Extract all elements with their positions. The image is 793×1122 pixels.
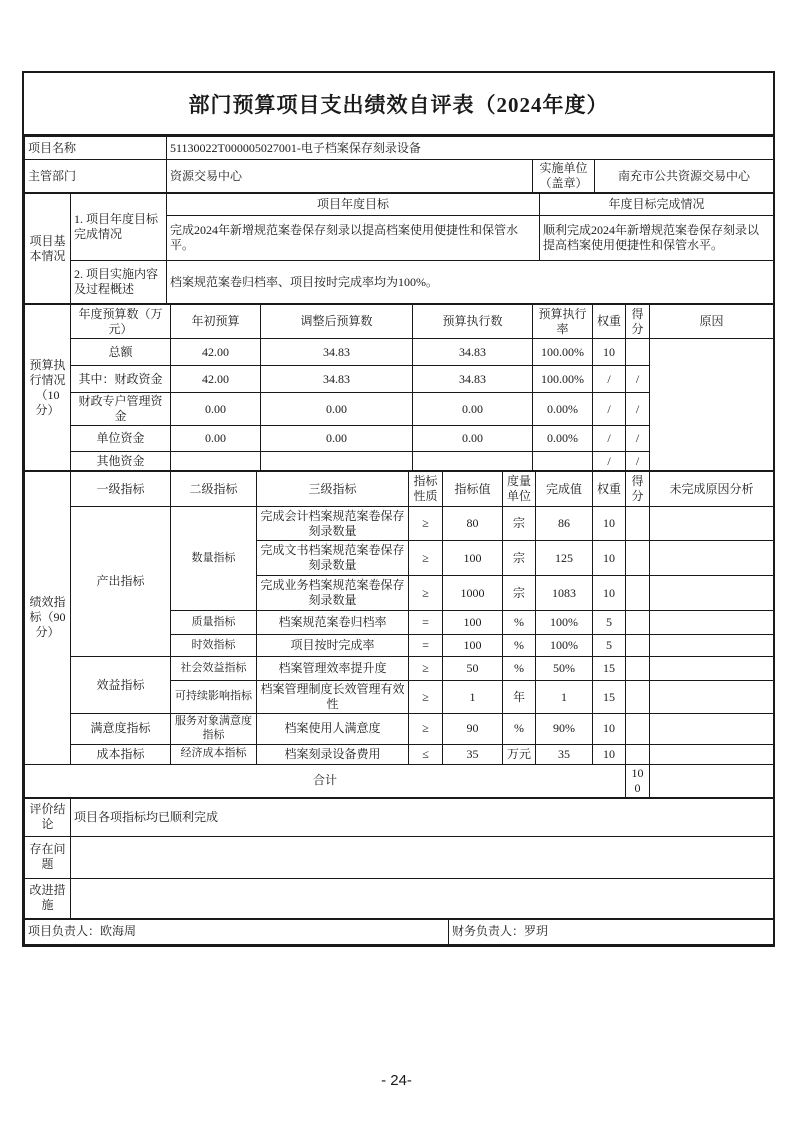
budget-cell: 0.00 bbox=[171, 393, 261, 426]
ind-target: 100 bbox=[443, 611, 503, 635]
budget-cell bbox=[171, 452, 261, 471]
budget-cell: 100.00% bbox=[533, 366, 593, 393]
budget-cell: 42.00 bbox=[171, 339, 261, 366]
footer-section bbox=[24, 798, 774, 919]
ind-actual: 1 bbox=[536, 681, 593, 714]
budget-cell: 0.00 bbox=[171, 426, 261, 452]
ind-unit: % bbox=[503, 657, 536, 681]
ind-unit: 年 bbox=[503, 681, 536, 714]
budget-header-weight: 权重 bbox=[593, 305, 626, 339]
indicator-row bbox=[25, 507, 774, 541]
budget-row-label: 财政专户管理资金 bbox=[71, 393, 171, 426]
indicators-section-label: 绩效指标（90分） bbox=[25, 472, 71, 765]
goal-done-text: 顺利完成2024年新增规范案卷保存刻录以提高档案使用便捷性和保管水平。 bbox=[540, 216, 774, 261]
budget-row-label: 单位资金 bbox=[71, 426, 171, 452]
ind-l1: 成本指标 bbox=[71, 744, 171, 764]
ind-actual: 50% bbox=[536, 657, 593, 681]
ind-nature: = bbox=[409, 635, 443, 657]
ind-l2: 可持续影响指标 bbox=[171, 681, 257, 714]
ind-l2: 社会效益指标 bbox=[171, 657, 257, 681]
ind-weight: 15 bbox=[593, 657, 626, 681]
budget-cell: 0.00 bbox=[261, 393, 413, 426]
total-label: 合计 bbox=[25, 764, 626, 797]
ind-score bbox=[626, 611, 650, 635]
budget-cell: 0.00 bbox=[413, 426, 533, 452]
project-manager-cell bbox=[25, 919, 449, 944]
improvements-row bbox=[25, 878, 774, 918]
budget-header-adjusted: 调整后预算数 bbox=[261, 305, 413, 339]
ind-l2: 质量指标 bbox=[171, 611, 257, 635]
ind-unit: 宗 bbox=[503, 507, 536, 541]
ind-header-weight: 权重 bbox=[593, 472, 626, 507]
budget-cell: / bbox=[593, 452, 626, 471]
ind-unit: % bbox=[503, 611, 536, 635]
budget-cell bbox=[626, 339, 650, 366]
ind-reason bbox=[650, 507, 774, 541]
goal-text: 完成2024年新增规范案卷保存刻录以提高档案使用便捷性和保管水平。 bbox=[167, 216, 540, 261]
project-name-label: 项目名称 bbox=[25, 137, 167, 160]
goal-header: 项目年度目标 bbox=[167, 194, 540, 216]
ind-l2: 时效指标 bbox=[171, 635, 257, 657]
indicator-row bbox=[25, 657, 774, 681]
implementation-text: 档案规范案卷归档率、项目按时完成率均为100%。 bbox=[167, 261, 774, 304]
ind-target: 35 bbox=[443, 744, 503, 764]
conclusion-label: 评价结论 bbox=[25, 798, 71, 836]
ind-l1: 效益指标 bbox=[71, 657, 171, 714]
problems-row bbox=[25, 836, 774, 878]
ind-target: 80 bbox=[443, 507, 503, 541]
ind-actual: 35 bbox=[536, 744, 593, 764]
ind-target: 1 bbox=[443, 681, 503, 714]
ind-actual: 125 bbox=[536, 541, 593, 576]
budget-header-score: 得分 bbox=[626, 305, 650, 339]
budget-row-label: 总额 bbox=[71, 339, 171, 366]
budget-cell: / bbox=[626, 426, 650, 452]
budget-cell: / bbox=[626, 452, 650, 471]
ind-nature: ≥ bbox=[409, 541, 443, 576]
budget-row-label: 其他资金 bbox=[71, 452, 171, 471]
ind-weight: 10 bbox=[593, 541, 626, 576]
budget-header-reason: 原因 bbox=[650, 305, 774, 339]
page-number: - 24- bbox=[381, 1072, 412, 1089]
ind-target: 100 bbox=[443, 541, 503, 576]
budget-cell: / bbox=[593, 366, 626, 393]
ind-nature: ≥ bbox=[409, 657, 443, 681]
budget-cell: 34.83 bbox=[261, 339, 413, 366]
evaluation-table bbox=[22, 71, 775, 947]
ind-header-score: 得分 bbox=[626, 472, 650, 507]
project-manager-label: 项目负责人： bbox=[28, 924, 101, 938]
ind-reason bbox=[650, 714, 774, 745]
indicator-row bbox=[25, 744, 774, 764]
project-name-value: 51130022T000005027001-电子档案保存刻录设备 bbox=[167, 137, 774, 160]
ind-header-unit: 度量单位 bbox=[503, 472, 536, 507]
ind-actual: 90% bbox=[536, 714, 593, 745]
ind-l2: 数量指标 bbox=[171, 507, 257, 611]
budget-header-executed: 预算执行数 bbox=[413, 305, 533, 339]
budget-cell: 100.00% bbox=[533, 339, 593, 366]
ind-nature: ≥ bbox=[409, 681, 443, 714]
ind-unit: 宗 bbox=[503, 541, 536, 576]
dept-value: 资源交易中心 bbox=[167, 160, 533, 193]
budget-cell: 42.00 bbox=[171, 366, 261, 393]
page-title: 部门预算项目支出绩效自评表（2024年度） bbox=[24, 73, 773, 136]
ind-reason bbox=[650, 541, 774, 576]
problems-label: 存在问题 bbox=[25, 836, 71, 878]
ind-nature: = bbox=[409, 611, 443, 635]
budget-header-rate: 预算执行率 bbox=[533, 305, 593, 339]
ind-nature: ≥ bbox=[409, 714, 443, 745]
indicator-total-row bbox=[25, 764, 774, 797]
budget-cell: 34.83 bbox=[413, 366, 533, 393]
indicator-header-row bbox=[25, 472, 774, 507]
finance-manager-name: 罗玥 bbox=[524, 924, 549, 938]
budget-cell: 10 bbox=[593, 339, 626, 366]
ind-unit: 宗 bbox=[503, 576, 536, 611]
ind-name: 完成文书档案规范案卷保存刻录数量 bbox=[257, 541, 409, 576]
conclusion-row bbox=[25, 798, 774, 836]
ind-score bbox=[626, 744, 650, 764]
budget-cell bbox=[533, 452, 593, 471]
budget-cell: 0.00 bbox=[413, 393, 533, 426]
project-manager-name: 欧海周 bbox=[100, 924, 137, 938]
ind-header-l3: 三级指标 bbox=[257, 472, 409, 507]
ind-l2: 服务对象满意度指标 bbox=[171, 714, 257, 745]
ind-score bbox=[626, 714, 650, 745]
ind-l1: 满意度指标 bbox=[71, 714, 171, 745]
ind-reason bbox=[650, 635, 774, 657]
ind-name: 档案规范案卷归档率 bbox=[257, 611, 409, 635]
ind-name: 档案使用人满意度 bbox=[257, 714, 409, 745]
budget-cell: 0.00% bbox=[533, 393, 593, 426]
ind-actual: 86 bbox=[536, 507, 593, 541]
ind-reason bbox=[650, 744, 774, 764]
budget-cell bbox=[261, 452, 413, 471]
basic-section-label: 项目基本情况 bbox=[25, 194, 71, 304]
impl-unit-value: 南充市公共资源交易中心 bbox=[595, 160, 774, 193]
budget-cell: / bbox=[626, 366, 650, 393]
ind-header-reason: 未完成原因分析 bbox=[650, 472, 774, 507]
ind-score bbox=[626, 657, 650, 681]
problems-text bbox=[71, 836, 774, 878]
signature-row bbox=[25, 919, 774, 944]
ind-weight: 15 bbox=[593, 681, 626, 714]
ind-weight: 5 bbox=[593, 611, 626, 635]
ind-name: 档案管理效率提升度 bbox=[257, 657, 409, 681]
ind-score bbox=[626, 541, 650, 576]
table-row bbox=[25, 261, 774, 304]
ind-name: 项目按时完成率 bbox=[257, 635, 409, 657]
ind-unit: 万元 bbox=[503, 744, 536, 764]
ind-header-actual: 完成值 bbox=[536, 472, 593, 507]
ind-nature: ≤ bbox=[409, 744, 443, 764]
ind-target: 100 bbox=[443, 635, 503, 657]
improvements-label: 改进措施 bbox=[25, 878, 71, 918]
budget-cell: / bbox=[626, 393, 650, 426]
ind-score bbox=[626, 635, 650, 657]
ind-reason bbox=[650, 611, 774, 635]
ind-score bbox=[626, 507, 650, 541]
ind-reason bbox=[650, 576, 774, 611]
ind-name: 档案管理制度长效管理有效性 bbox=[257, 681, 409, 714]
signature-section bbox=[24, 919, 774, 945]
ind-reason bbox=[650, 681, 774, 714]
budget-header-annual: 年度预算数（万元） bbox=[71, 305, 171, 339]
info-section bbox=[24, 136, 774, 193]
ind-score bbox=[626, 681, 650, 714]
ind-unit: % bbox=[503, 714, 536, 745]
goal-done-header: 年度目标完成情况 bbox=[540, 194, 774, 216]
budget-cell: 34.83 bbox=[261, 366, 413, 393]
ind-reason bbox=[650, 657, 774, 681]
ind-name: 完成业务档案规范案卷保存刻录数量 bbox=[257, 576, 409, 611]
indicators-section bbox=[24, 471, 774, 798]
total-score bbox=[650, 764, 774, 797]
ind-header-l1: 一级指标 bbox=[71, 472, 171, 507]
ind-name: 档案刻录设备费用 bbox=[257, 744, 409, 764]
ind-header-target: 指标值 bbox=[443, 472, 503, 507]
ind-nature: ≥ bbox=[409, 576, 443, 611]
table-row bbox=[25, 137, 774, 160]
ind-l2: 经济成本指标 bbox=[171, 744, 257, 764]
indicator-row bbox=[25, 714, 774, 745]
budget-cell: / bbox=[593, 426, 626, 452]
budget-cell: / bbox=[593, 393, 626, 426]
budget-cell: 0.00 bbox=[261, 426, 413, 452]
finance-manager-cell bbox=[449, 919, 774, 944]
ind-actual: 1083 bbox=[536, 576, 593, 611]
ind-weight: 5 bbox=[593, 635, 626, 657]
ind-nature: ≥ bbox=[409, 507, 443, 541]
ind-weight: 10 bbox=[593, 714, 626, 745]
budget-cell: 34.83 bbox=[413, 339, 533, 366]
ind-unit: % bbox=[503, 635, 536, 657]
ind-name: 完成会计档案规范案卷保存刻录数量 bbox=[257, 507, 409, 541]
budget-header-initial: 年初预算 bbox=[171, 305, 261, 339]
budget-header-row bbox=[25, 305, 774, 339]
ind-actual: 100% bbox=[536, 635, 593, 657]
budget-row-label: 其中：财政资金 bbox=[71, 366, 171, 393]
implementation-row-label: 2. 项目实施内容及过程概述 bbox=[71, 261, 167, 304]
budget-section-label: 预算执行情况（10分） bbox=[25, 305, 71, 471]
ind-score bbox=[626, 576, 650, 611]
budget-reason-cell bbox=[650, 339, 774, 471]
ind-weight: 10 bbox=[593, 576, 626, 611]
total-weight: 100 bbox=[626, 764, 650, 797]
ind-actual: 100% bbox=[536, 611, 593, 635]
ind-weight: 10 bbox=[593, 744, 626, 764]
ind-target: 1000 bbox=[443, 576, 503, 611]
ind-weight: 10 bbox=[593, 507, 626, 541]
impl-unit-label: 实施单位（盖章） bbox=[533, 160, 595, 193]
table-row bbox=[25, 160, 774, 193]
ind-header-nature: 指标性质 bbox=[409, 472, 443, 507]
improvements-text bbox=[71, 878, 774, 918]
ind-target: 50 bbox=[443, 657, 503, 681]
budget-section bbox=[24, 304, 774, 471]
conclusion-text: 项目各项指标均已顺利完成 bbox=[71, 798, 774, 836]
budget-cell: 0.00% bbox=[533, 426, 593, 452]
ind-l1: 产出指标 bbox=[71, 507, 171, 657]
budget-row-total bbox=[25, 339, 774, 366]
annual-goal-row-label: 1. 项目年度目标完成情况 bbox=[71, 194, 167, 261]
basic-section bbox=[24, 193, 774, 304]
budget-cell bbox=[413, 452, 533, 471]
table-row bbox=[25, 194, 774, 216]
finance-manager-label: 财务负责人： bbox=[452, 924, 525, 938]
dept-label: 主管部门 bbox=[25, 160, 167, 193]
ind-header-l2: 二级指标 bbox=[171, 472, 257, 507]
ind-target: 90 bbox=[443, 714, 503, 745]
